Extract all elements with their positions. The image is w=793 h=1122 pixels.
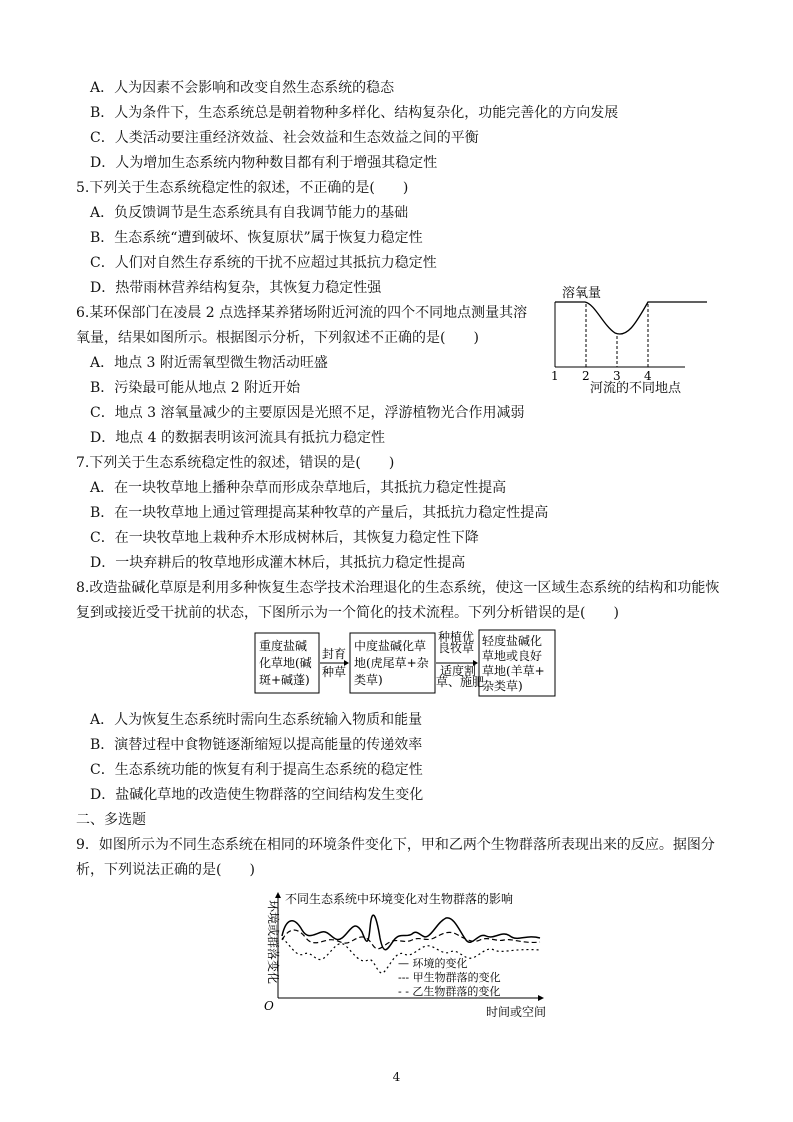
fig9-legend-community-a: --- 甲生物群落的变化 [398, 971, 501, 984]
flow-box3-line2: 草地或良好 [482, 649, 543, 663]
fig9-ylabel: 环境或群落变化 [266, 900, 280, 985]
q8-option-b: B．演替过程中食物链逐渐缩短以提高能量的传递效率 [90, 737, 423, 753]
q8-option-d: D．盐碱化草地的改造使生物群落的空间结构发生变化 [90, 787, 424, 803]
fig6-xlabel: 河流的不同地点 [590, 381, 682, 395]
q6-stem-line1: 6.某环保部门在凌晨 2 点选择某养猪场附近河流的四个不同地点测量其溶 [76, 305, 528, 321]
q5-stem: 5.下列关于生态系统稳定性的叙述，不正确的是( ) [76, 180, 409, 196]
q7-option-b: B．在一块牧草地上通过管理提高某种牧草的产量后，其抵抗力稳定性提高 [90, 505, 549, 521]
q5-option-b: B．生态系统“遭到破坏、恢复原状”属于恢复力稳定性 [90, 230, 423, 246]
q4-option-b: B．人为条件下，生态系统总是朝着物种多样化、结构复杂化，功能完善化的方向发展 [90, 105, 619, 121]
fig6-tick-3: 3 [613, 369, 621, 383]
fig9-legend-community-b: - - 乙生物群落的变化 [398, 985, 501, 998]
fig9-x-arrowhead [538, 995, 544, 1001]
q7-option-a: A．在一块牧草地上播种杂草而形成杂草地后，其抵抗力稳定性提高 [90, 480, 507, 496]
community-response-figure [250, 888, 560, 1023]
fig9-legend-environment: — 环境的变化 [398, 957, 468, 970]
q5-option-a: A．负反馈调节是生态系统具有自我调节能力的基础 [90, 205, 409, 221]
flow-arrow2-bottom-label2: 草、施肥 [436, 675, 485, 689]
q8-stem-line2: 复到或接近受干扰前的状态，下图所示为一个简化的技术流程。下列分析错误的是( ) [76, 605, 619, 621]
fig9-xlabel: 时间或空间 [486, 1005, 547, 1019]
flow-arrow2-top-label1: 种植优 [438, 630, 475, 644]
restoration-flow-diagram [250, 628, 560, 700]
flow-box2-line2: 地(虎尾草+杂 [354, 656, 429, 670]
fig6-tick-1: 1 [551, 369, 559, 383]
q5-option-c: C．人们对自然生存系统的干扰不应超过其抵抗力稳定性 [90, 255, 437, 271]
flow-box2-line3: 类草) [354, 673, 383, 687]
q6-option-a: A．地点 3 附近需氧型微生物活动旺盛 [90, 355, 328, 371]
flow-box3-line3: 草地(羊草+ [482, 664, 545, 678]
dissolved-oxygen-figure [545, 280, 715, 395]
flow-box1-line1: 重度盐碱 [259, 639, 308, 653]
flow-box2-line1: 中度盐碱化草 [354, 639, 427, 653]
flow-arrow2-bottom-label1: 适度割 [440, 664, 477, 678]
q8-option-a: A．人为恢复生态系统时需向生态系统输入物质和能量 [90, 712, 423, 728]
flow-box1-line3: 斑+碱蓬) [259, 673, 310, 687]
flow-box3-line4: 杂类草) [482, 679, 523, 693]
q6-option-c: C．地点 3 溶氧量减少的主要原因是光照不足，浮游植物光合作用减弱 [90, 405, 525, 421]
q5-option-d: D．热带雨林营养结构复杂，其恢复力稳定性强 [90, 280, 382, 296]
q7-stem: 7.下列关于生态系统稳定性的叙述，错误的是( ) [76, 455, 395, 471]
flow-box3-line1: 轻度盐碱化 [482, 634, 543, 648]
q9-stem-line1: 9．如图所示为不同生态系统在相同的环境条件变化下，甲和乙两个生物群落所表现出来的反应。据图分 [76, 837, 715, 853]
q8-stem-line1: 8.改造盐碱化草原是利用多种恢复生态学技术治理退化的生态系统，使这一区域生态系统的结构和功能恢 [76, 580, 720, 596]
flow-arrow2-top-label2: 良牧草 [438, 641, 475, 655]
q4-option-a: A．人为因素不会影响和改变自然生态系统的稳态 [90, 80, 395, 96]
q4-option-d: D．人为增加生态系统内物种数目都有利于增强其稳定性 [90, 155, 438, 171]
fig9-environment-line [282, 915, 540, 950]
q7-option-d: D．一块弃耕后的牧草地形成灌木林后，其抵抗力稳定性提高 [90, 555, 466, 571]
fig9-origin-label: O [264, 999, 274, 1013]
fig9-y-arrowhead [275, 892, 281, 898]
q6-option-d: D．地点 4 的数据表明该河流具有抵抗力稳定性 [90, 430, 386, 446]
q6-stem-line2: 氧量，结果如图所示。根据图示分析，下列叙述不正确的是( ) [76, 330, 479, 346]
flow-box1-line2: 化草地(碱 [259, 656, 312, 670]
section-heading-multi-choice: 二、多选题 [76, 812, 146, 828]
fig6-curve [555, 302, 707, 334]
fig6-tick-2: 2 [582, 369, 590, 383]
q9-stem-line2: 析，下列说法正确的是( ) [76, 862, 255, 878]
q6-option-b: B．污染最可能从地点 2 附近开始 [90, 380, 301, 396]
q7-option-c: C．在一块牧草地上栽种乔木形成树林后，其恢复力稳定性下降 [90, 530, 479, 546]
fig9-title: 不同生态系统中环境变化对生物群落的影响 [285, 892, 514, 906]
page-number: 4 [392, 1070, 401, 1084]
flow-arrow1-bottom-label: 种草 [322, 665, 347, 679]
fig6-ylabel: 溶氧量 [562, 286, 602, 301]
q8-option-c: C．生态系统功能的恢复有利于提高生态系统的稳定性 [90, 762, 423, 778]
fig6-tick-4: 4 [644, 369, 652, 383]
flow-arrow1-top-label: 封育 [322, 647, 347, 661]
q4-option-c: C．人类活动要注重经济效益、社会效益和生态效益之间的平衡 [90, 130, 479, 146]
